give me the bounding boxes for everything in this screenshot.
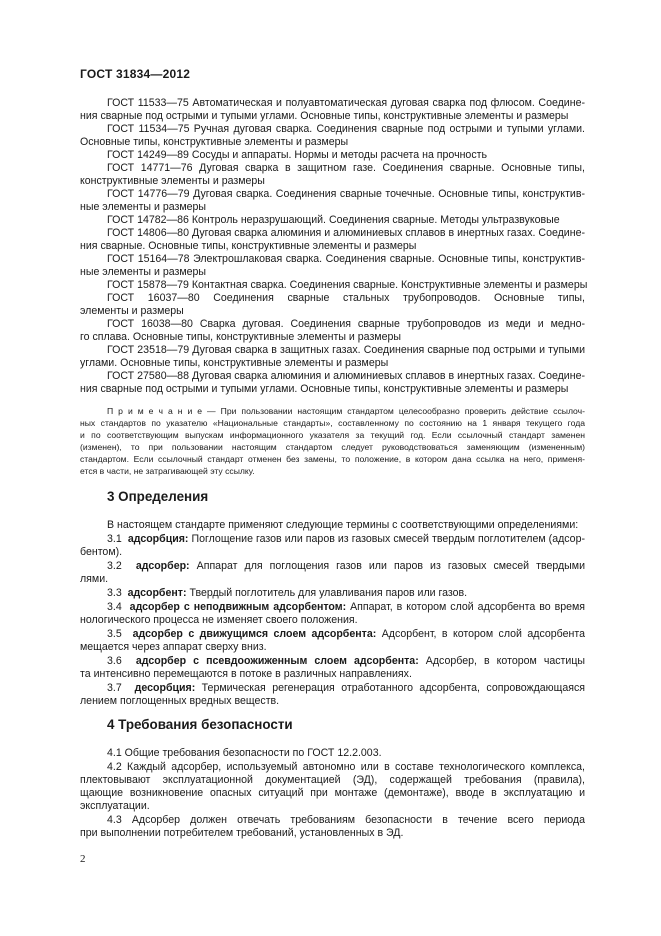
ref-line: ГОСТ 16038—80 Сварка дуговая. Соединения сварные трубопроводов из меди и медно- xyxy=(107,318,585,330)
clause-4-3-line: 4.3 Адсорбер должен отвечать требованиям безопасности в течение всего периода xyxy=(107,814,585,826)
term-3-1-cont: бентом). xyxy=(80,546,123,558)
ref-line: ГОСТ 14249—89 Сосуды и аппараты. Нормы и методы расчета на прочность xyxy=(107,149,487,161)
ref-line: ГОСТ 14771—76 Дуговая сварка в защитном газе. Соединения сварные. Основные типы, xyxy=(107,162,585,174)
ref-line: углами. Основные типы, конструктивные элементы и размеры xyxy=(80,357,389,369)
ref-line: ГОСТ 15878—79 Контактная сварка. Соединения сварные. Конструктивные элементы и размеры xyxy=(107,279,588,291)
term-3-6: 3.6 адсорбер с псевдоожиженным слоем адсорбента: Адсорбер, в котором частицы xyxy=(107,655,585,667)
ref-line: ГОСТ 15164—78 Электрошлаковая сварка. Соединения сварные. Основные типы, конструктив- xyxy=(107,253,585,265)
ref-line: ГОСТ 14806—80 Дуговая сварка алюминия и алюминиевых сплавов в инертных газах. Соедине- xyxy=(107,227,585,239)
term-3-4: 3.4 адсорбер с неподвижным адсорбентом: Аппарат, в котором слой адсорбента во время xyxy=(107,601,585,613)
page-header-doc-id: ГОСТ 31834—2012 xyxy=(80,67,191,81)
term-3-6-cont: та интенсивно перемещаются в потоке в различных направлениях. xyxy=(80,668,412,680)
ref-line: ния сварные под острыми и тупыми углами. Основные типы, конструктивные элементы и размеры xyxy=(80,110,569,122)
clause-4-2-line: эксплуатации. xyxy=(80,800,150,812)
ref-line: ГОСТ 27580—88 Дуговая сварка алюминия и алюминиевых сплавов в инертных газах. Соедине- xyxy=(107,370,585,382)
ref-line: го сплава. Основные типы, конструктивные элементы и размеры xyxy=(80,331,401,343)
ref-line: ГОСТ 11533—75 Автоматическая и полуавтоматическая дуговая сварка под флюсом. Соедине- xyxy=(107,97,585,109)
term-3-2-cont: лями. xyxy=(80,573,109,585)
ref-line: ния сварные под острыми и тупыми углами. Основные типы, конструктивные элементы и размеры xyxy=(80,383,569,395)
ref-line: ГОСТ 11534—75 Ручная дуговая сварка. Соединения сварные под острыми и тупыми углами. xyxy=(107,123,585,135)
term-3-7: 3.7 десорбция: Термическая регенерация отработанного адсорбента, сопровождающаяся xyxy=(107,682,585,694)
section-3-heading: 3 Определения xyxy=(107,489,209,504)
ref-line: ные элементы и размеры xyxy=(80,201,207,213)
term-3-5-cont: мещается через аппарат сверху вниз. xyxy=(80,641,267,653)
clause-4-3-line: при выполнении потребителем требований, установленных в ЭД. xyxy=(80,827,404,839)
note-line: (изменен), то при пользовании настоящим стандартом следует руководствоваться заменяющим (измененным) xyxy=(80,442,585,452)
ref-line: ния сварные. Основные типы, конструктивные элементы и размеры xyxy=(80,240,417,252)
section-3-intro: В настоящем стандарте применяют следующие термины с соответствующими определениями: xyxy=(107,519,579,531)
ref-line: ГОСТ 14776—79 Дуговая сварка. Соединения сварные точечные. Основные типы, конструктив- xyxy=(107,188,585,200)
ref-line: конструктивные элементы и размеры xyxy=(80,175,265,187)
note-line: ется в части, не затрагивающей эту ссылку. xyxy=(80,466,255,476)
page-number: 2 xyxy=(80,853,86,865)
ref-line: элементы и размеры xyxy=(80,305,184,317)
note-line: П р и м е ч а н и е — При пользовании настоящим стандартом целесообразно проверить действие ссылоч- xyxy=(107,406,585,416)
term-3-7-cont: лением поглощенных вредных веществ. xyxy=(80,695,280,707)
clause-4-1: 4.1 Общие требования безопасности по ГОСТ 12.2.003. xyxy=(107,747,382,759)
term-3-3: 3.3 адсорбент: Твердый поглотитель для улавливания паров или газов. xyxy=(107,587,468,599)
note-line: и по соответствующим выпускам информационного указателя за текущий год. Если ссылочный стандарт заменен xyxy=(80,430,585,440)
ref-line: ные элементы и размеры xyxy=(80,266,207,278)
clause-4-2-line: плектовывают эксплуатационной документацией (ЭД), содержащей требования (правила), xyxy=(80,774,585,786)
term-3-5: 3.5 адсорбер с движущимся слоем адсорбента: Адсорбент, в котором слой адсорбента xyxy=(107,628,585,640)
term-3-4-cont: нологического процесса не изменяет своего положения. xyxy=(80,614,358,626)
clause-4-2-line: щающие возникновение опасных ситуаций при монтаже (демонтаже), вводе в эксплуатацию и xyxy=(80,787,585,799)
term-3-1: 3.1 адсорбция: Поглощение газов или паров из газовых смесей твердым поглотителем (адсор- xyxy=(107,533,585,545)
term-3-2: 3.2 адсорбер: Аппарат для поглощения газов или паров из газовых смесей твердыми xyxy=(107,560,585,572)
ref-line: ГОСТ 14782—86 Контроль неразрушающий. Соединения сварные. Методы ультразвуковые xyxy=(107,214,560,226)
note-line: ных стандартов по указателю «Национальные стандарты», составленному по состоянию на 1 января текущего года xyxy=(80,418,585,428)
note-line: стандартом. Если ссылочный стандарт отменен без замены, то положение, в котором дана ссылка на него, применя- xyxy=(80,454,585,464)
ref-line: ГОСТ 16037—80 Соединения сварные стальных трубопроводов. Основные типы, xyxy=(107,292,585,304)
ref-line: Основные типы, конструктивные элементы и размеры xyxy=(80,136,349,148)
ref-line: ГОСТ 23518—79 Дуговая сварка в защитных газах. Соединения сварные под острыми и тупыми xyxy=(107,344,585,356)
clause-4-2-line: 4.2 Каждый адсорбер, используемый автономно или в составе технологического комплекса, xyxy=(107,761,585,773)
section-4-heading: 4 Требования безопасности xyxy=(107,717,293,732)
